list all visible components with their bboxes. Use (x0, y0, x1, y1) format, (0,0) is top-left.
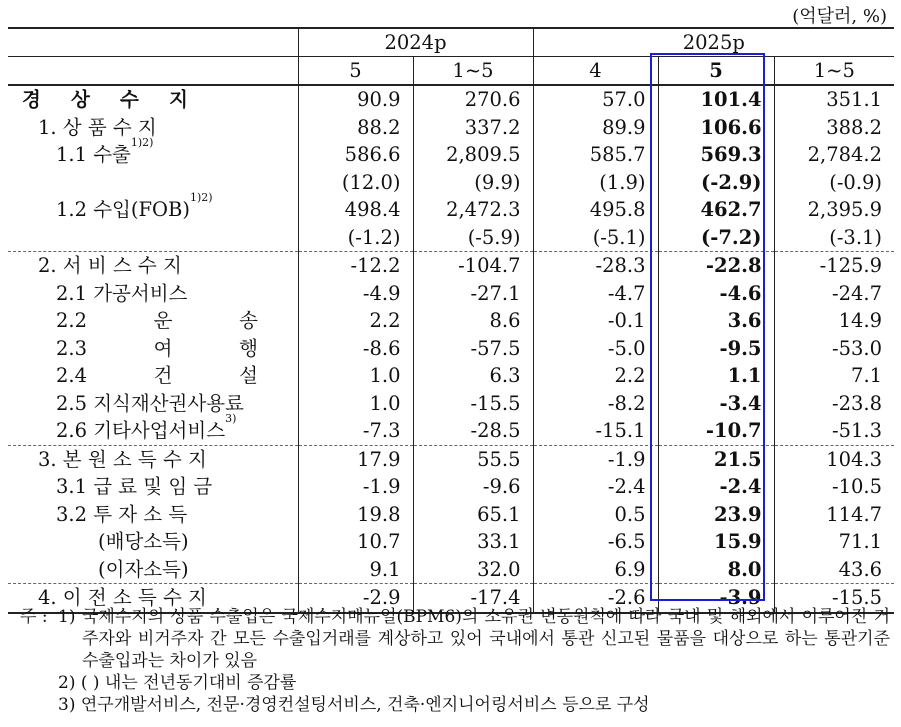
month-header: 5 (298, 57, 413, 86)
value-cell: 1.0 (298, 390, 413, 418)
header-month-row (8, 57, 894, 86)
table-row (8, 252, 894, 280)
value-cell: (-5.9) (413, 224, 533, 252)
row-label (8, 501, 298, 529)
value-cell: 270.6 (413, 85, 533, 114)
value-cell: 104.3 (774, 445, 894, 473)
year-2025-header: 2025p (533, 28, 894, 57)
value-cell: -2.4 (533, 473, 658, 501)
value-cell: 2.2 (533, 362, 658, 390)
footnote-ref: 1)2) (130, 136, 154, 150)
value-cell: (-1.2) (298, 224, 413, 252)
value-cell: 7.1 (774, 362, 894, 390)
table-row (8, 445, 894, 473)
value-cell: 0.5 (533, 501, 658, 529)
footnote-1-text: 국제수지의 상품 수출입은 국제수지매뉴얼(BPM6)의 소유권 변동원칙에 따라 국내 및 해외에서 이루어진 거주자와 비거주자 간 모든 수출입거래를 계상하고 있어 국내에서 통관 신고된 물품을 대상으로 하는 통관기준 수출입과는 차이가 있음 (82, 607, 890, 671)
value-cell: 337.2 (413, 114, 533, 142)
value-cell: 32.0 (413, 556, 533, 584)
value-cell: 495.8 (533, 196, 658, 224)
value-cell: 6.3 (413, 362, 533, 390)
table-row (8, 417, 894, 445)
row-label (8, 114, 298, 142)
table-row (8, 390, 894, 418)
row-label-text: 2.4 건 설 (56, 364, 258, 388)
value-cell: (-3.1) (774, 224, 894, 252)
row-label (8, 362, 298, 390)
value-cell: -23.8 (774, 390, 894, 418)
value-cell: (-0.9) (774, 169, 894, 197)
value-cell: 88.2 (298, 114, 413, 142)
month-header: 1~5 (413, 57, 533, 86)
value-cell: -4.7 (533, 280, 658, 308)
value-cell: -8.6 (298, 335, 413, 363)
value-cell: 65.1 (413, 501, 533, 529)
value-cell-current: (-2.9) (658, 169, 774, 197)
row-label (8, 280, 298, 308)
table-row (8, 280, 894, 308)
row-label-text: 2. 서 비 스 수 지 (38, 254, 182, 278)
value-cell: 43.6 (774, 556, 894, 584)
value-cell: -15.1 (533, 417, 658, 445)
row-label-text: (배당소득) (98, 530, 189, 554)
value-cell: -53.0 (774, 335, 894, 363)
row-label-text: 3. 본 원 소 득 수 지 (38, 447, 207, 471)
value-cell: -0.1 (533, 307, 658, 335)
table-row (8, 528, 894, 556)
footnote-1-number: 1) (58, 607, 76, 627)
row-label (8, 224, 298, 252)
value-cell: 17.9 (298, 445, 413, 473)
value-cell-current: -2.4 (658, 473, 774, 501)
value-cell: 8.6 (413, 307, 533, 335)
table-row (8, 307, 894, 335)
value-cell: (12.0) (298, 169, 413, 197)
value-cell-current: -3.9 (658, 584, 774, 613)
row-label-text: 1.2 수입(FOB) (56, 198, 190, 222)
row-label (8, 85, 298, 114)
unit-label: (억달러, %) (792, 6, 887, 27)
value-cell-current: 101.4 (658, 85, 774, 114)
value-cell-current: 8.0 (658, 556, 774, 584)
footnote-mark: 주 : (20, 607, 48, 627)
value-cell: -1.9 (298, 473, 413, 501)
current-account-table (8, 27, 894, 614)
table-row (8, 362, 894, 390)
value-cell-current: (-7.2) (658, 224, 774, 252)
value-cell: 2,809.5 (413, 141, 533, 169)
row-label (8, 169, 298, 197)
value-cell-current: 23.9 (658, 501, 774, 529)
table-row (8, 224, 894, 252)
row-label (8, 390, 298, 418)
row-label (8, 412, 298, 445)
month-header: 1~5 (774, 57, 894, 86)
value-cell: -1.9 (533, 445, 658, 473)
row-label (8, 307, 298, 335)
value-cell: 498.4 (298, 196, 413, 224)
value-cell: 19.8 (298, 501, 413, 529)
row-label-text: 2.5 지식재산권사용료 (56, 391, 244, 415)
value-cell: -17.4 (413, 584, 533, 613)
table-row (8, 169, 894, 197)
row-label-text: 4. 이 전 소 득 수 지 (38, 586, 207, 610)
value-cell: 2.2 (298, 307, 413, 335)
value-cell: 57.0 (533, 85, 658, 114)
value-cell: -12.2 (298, 252, 413, 280)
table-row (8, 501, 894, 529)
row-label-text: (이자소득) (98, 557, 189, 581)
value-cell-current: -9.5 (658, 335, 774, 363)
value-cell: -8.2 (533, 390, 658, 418)
value-cell: 89.9 (533, 114, 658, 142)
table-row (8, 556, 894, 584)
value-cell-current: 462.7 (658, 196, 774, 224)
value-cell: 90.9 (298, 85, 413, 114)
value-cell: -4.9 (298, 280, 413, 308)
row-label (8, 528, 298, 556)
value-cell: -28.3 (533, 252, 658, 280)
footnote-1 (20, 606, 890, 672)
value-cell: 2,395.9 (774, 196, 894, 224)
header-year-row (8, 28, 894, 57)
value-cell: 55.5 (413, 445, 533, 473)
value-cell: 114.7 (774, 501, 894, 529)
value-cell: 10.7 (298, 528, 413, 556)
value-cell: -28.5 (413, 417, 533, 445)
row-label (8, 445, 298, 473)
value-cell: -104.7 (413, 252, 533, 280)
table-row (8, 141, 894, 169)
table-row (8, 196, 894, 224)
row-label-text: 3.2 투 자 소 득 (56, 502, 188, 526)
value-cell: -125.9 (774, 252, 894, 280)
row-label (8, 473, 298, 501)
value-cell: 9.1 (298, 556, 413, 584)
value-cell-current: 3.6 (658, 307, 774, 335)
value-cell: (9.9) (413, 169, 533, 197)
table-row (8, 85, 894, 114)
footnote-ref: 3) (225, 412, 237, 426)
value-cell: 388.2 (774, 114, 894, 142)
value-cell: 585.7 (533, 141, 658, 169)
value-cell: 2,784.2 (774, 141, 894, 169)
value-cell: (1.9) (533, 169, 658, 197)
year-2024-header: 2024p (298, 28, 533, 57)
value-cell: -2.9 (298, 584, 413, 613)
row-label-text: 2.3 여 행 (56, 336, 258, 360)
row-label-text: 경 상 수 지 (22, 88, 200, 112)
value-cell-current: 1.1 (658, 362, 774, 390)
value-cell: -2.6 (533, 584, 658, 613)
value-cell: -9.6 (413, 473, 533, 501)
value-cell: -24.7 (774, 280, 894, 308)
row-label (8, 191, 298, 224)
value-cell: 71.1 (774, 528, 894, 556)
value-cell: -10.5 (774, 473, 894, 501)
value-cell: 1.0 (298, 362, 413, 390)
row-label-text: 1.1 수출 (56, 143, 131, 167)
value-cell-current: 21.5 (658, 445, 774, 473)
table-row (8, 335, 894, 363)
value-cell-current: -10.7 (658, 417, 774, 445)
footnote-3: 3) 연구개발서비스, 전문·경영컨설팅서비스, 건축·엔지니어링서비스 등으로 구성 (58, 695, 650, 715)
value-cell: -15.5 (774, 584, 894, 613)
value-cell: -5.0 (533, 335, 658, 363)
value-cell: 586.6 (298, 141, 413, 169)
value-cell-current: 15.9 (658, 528, 774, 556)
row-label-text: 2.6 기타사업서비스 (56, 419, 226, 443)
value-cell: -51.3 (774, 417, 894, 445)
value-cell: -6.5 (533, 528, 658, 556)
value-cell: 14.9 (774, 307, 894, 335)
value-cell-current: -22.8 (658, 252, 774, 280)
footnote-ref: 1)2) (189, 191, 213, 205)
row-label (8, 556, 298, 584)
value-cell-current: 569.3 (658, 141, 774, 169)
value-cell: 6.9 (533, 556, 658, 584)
row-label-text: 2.1 가공서비스 (56, 281, 188, 305)
table-row (8, 473, 894, 501)
value-cell: 2,472.3 (413, 196, 533, 224)
month-header-current: 5 (658, 57, 774, 86)
month-header: 4 (533, 57, 658, 86)
value-cell: 351.1 (774, 85, 894, 114)
value-cell: 33.1 (413, 528, 533, 556)
value-cell: (-5.1) (533, 224, 658, 252)
footnotes (20, 606, 890, 716)
value-cell: -57.5 (413, 335, 533, 363)
value-cell-current: 106.6 (658, 114, 774, 142)
row-label-text: 2.2 운 송 (56, 309, 258, 333)
value-cell: -27.1 (413, 280, 533, 308)
value-cell-current: -4.6 (658, 280, 774, 308)
value-cell: -15.5 (413, 390, 533, 418)
footnote-2: 2) ( ) 내는 전년동기대비 증감률 (58, 673, 297, 693)
value-cell-current: -3.4 (658, 390, 774, 418)
value-cell: -7.3 (298, 417, 413, 445)
row-label (8, 252, 298, 280)
row-label (8, 136, 298, 169)
row-label-text: 1. 상 품 수 지 (38, 115, 157, 139)
row-label (8, 335, 298, 363)
row-label-text: 3.1 급 료 및 임 금 (56, 475, 213, 499)
